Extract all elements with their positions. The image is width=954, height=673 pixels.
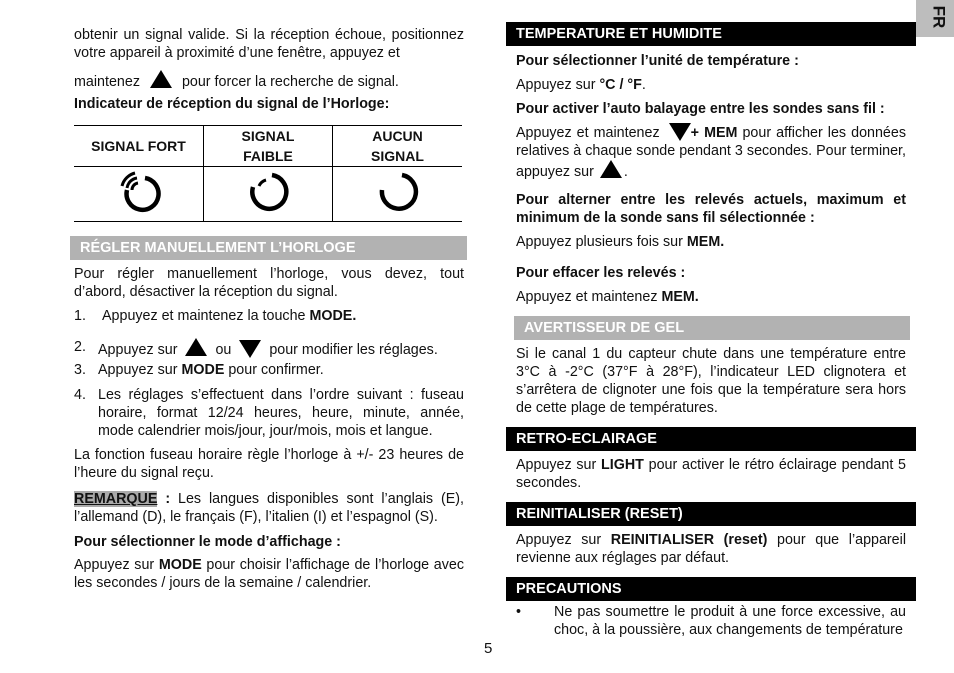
alternate-heading: Pour alterner entre les relevés actuels, maximum et minimum de la sonde sans fil sélectionnée : (516, 192, 906, 226)
signal-weak-cell (204, 167, 333, 222)
section-reset: REINITIALISER (RESET) (506, 502, 916, 526)
remark-para: REMARQUE : Les langues disponibles sont l’anglais (E), l’allemand (D), le français (F), l’italien (I) et l’espagnol (S). (74, 491, 464, 525)
reset-text: Appuyez sur REINITIALISER (reset) pour que l’appareil revienne aux réglages par défaut. (516, 532, 906, 566)
signal-weak-label: SIGNAL FAIBLE (204, 126, 333, 167)
down-triangle-icon (669, 123, 691, 141)
section-precautions: PRECAUTIONS (506, 577, 916, 601)
backlight-text: Appuyez sur LIGHT pour activer le rétro éclairage pendant 5 secondes. (516, 457, 906, 491)
signal-strong-cell (74, 167, 204, 222)
section-frost: AVERTISSEUR DE GEL (514, 316, 910, 340)
signal-none-cell (333, 167, 463, 222)
page-number: 5 (484, 640, 493, 657)
signal-intro-text: obtenir un signal valide. Si la réception échoue, positionnez votre appareil à proximité d’une fenêtre, appuyez et (74, 27, 464, 61)
scan-text: Appuyez et maintenez + MEM pour afficher les données relatives à chaque sonde pendant 3 secondes. Pour terminer, appuyez sur . (516, 125, 906, 180)
clear-text: Appuyez et maintenez MEM. (516, 289, 699, 305)
section-temperature: TEMPERATURE ET HUMIDITE (506, 22, 916, 46)
timezone-para: La fonction fuseau horaire règle l’horloge à +/- 23 heures de l’heure du signal reçu. (74, 447, 464, 481)
precaution-item: • Ne pas soumettre le produit à une force excessive, au choc, à la poussière, aux changements de température (516, 604, 906, 638)
step-4: 4. Les réglages s’effectuent dans l’ordre suivant : fuseau horaire, format 12/24 heures, heure, minute, année, mode calendrier mois/jour, jour/mois, mois et langue. (74, 387, 464, 439)
signal-none-icon (376, 170, 420, 214)
remark-label: REMARQUE (74, 491, 158, 507)
down-triangle-icon (239, 340, 261, 358)
display-mode-text: Appuyez sur MODE pour choisir l’affichage de l’horloge avec les secondes / jours de la semaine / calendrier. (74, 557, 464, 591)
signal-strong-label: SIGNAL FORT (74, 126, 204, 167)
step-3: 3. Appuyez sur MODE pour confirmer. (74, 362, 324, 378)
up-triangle-icon (185, 338, 207, 356)
section-manual-clock: RÉGLER MANUELLEMENT L’HORLOGE (70, 236, 467, 260)
alternate-text: Appuyez plusieurs fois sur MEM. (516, 234, 725, 250)
signal-none-label: AUCUN SIGNAL (333, 126, 463, 167)
frost-text: Si le canal 1 du capteur chute dans une température entre 3°C à -2°C (37°F à 28°F), l’indicateur LED clignotera et s’arrêtera de clignoter une fois que la température sera hors de cette plage de températures. (516, 346, 906, 416)
step-1: 1. Appuyez et maintenez la touche MODE. (74, 308, 357, 324)
up-triangle-icon (150, 70, 172, 88)
up-triangle-icon (600, 160, 622, 178)
unit-text: Appuyez sur °C / °F. (516, 77, 646, 93)
signal-strong-icon (115, 168, 163, 216)
scan-heading: Pour activer l’auto balayage entre les sondes sans fil : (516, 101, 885, 117)
language-tab: FR (916, 0, 954, 37)
unit-heading: Pour sélectionner l’unité de température : (516, 53, 799, 69)
display-mode-heading: Pour sélectionner le mode d’affichage : (74, 534, 341, 550)
clear-heading: Pour effacer les relevés : (516, 265, 686, 281)
signal-intro-line2: maintenez pour forcer la recherche de signal. (74, 70, 464, 91)
step-2: 2. Appuyez sur ou pour modifier les réglages. (74, 339, 438, 358)
signal-table (74, 125, 462, 222)
section-backlight: RETRO-ECLAIRAGE (506, 427, 916, 451)
signal-weak-icon (246, 170, 290, 214)
indicator-heading: Indicateur de réception du signal de l’Horloge: (74, 96, 390, 112)
manual-intro: Pour régler manuellement l’horloge, vous devez, tout d’abord, désactiver la réception du signal. (74, 266, 464, 300)
